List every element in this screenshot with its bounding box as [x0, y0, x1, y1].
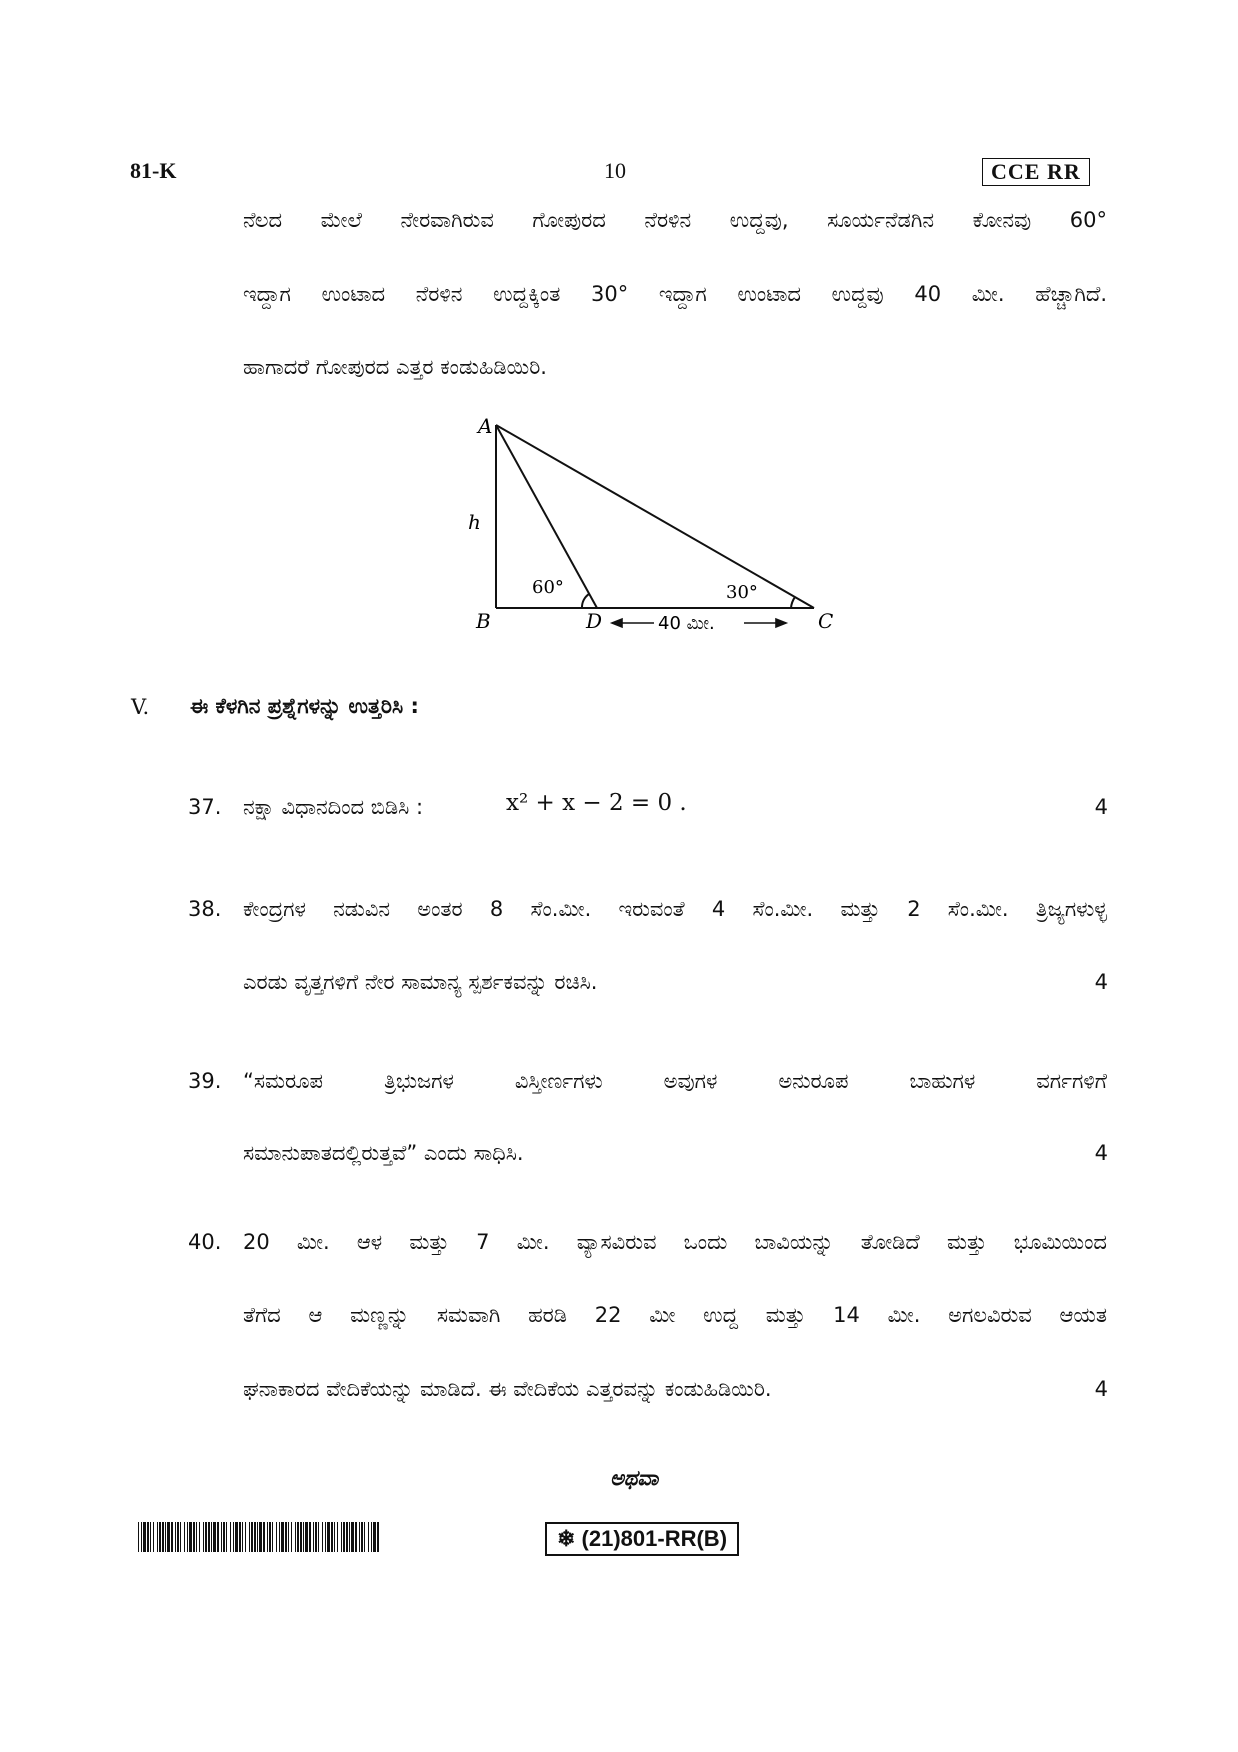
question-number-39: 39.: [188, 1069, 222, 1093]
question-text-line-2: ಇದ್ದಾಗ ಉಂಟಾದ ನೆರಳಿನ ಉದ್ದಕ್ಕಿಂತ 30° ಇದ್ದಾಗ ಉಂಟಾದ ಉದ್ದವು 40 ಮೀ. ಹೆಚ್ಚಾಗಿದೆ.: [243, 282, 1107, 306]
height-label-h: h: [468, 510, 481, 534]
vertex-label-B: B: [476, 609, 491, 633]
question-37-equation: x² + x − 2 = 0 .: [506, 790, 687, 816]
section-number: V.: [131, 695, 150, 719]
paper-code: 81-K: [130, 158, 177, 183]
question-37-marks: 4: [1094, 795, 1108, 819]
question-38-line-2: ಎರಡು ವೃತ್ತಗಳಿಗೆ ನೇರ ಸಾಮಾನ್ಯ ಸ್ಪರ್ಶಕವನ್ನು ರಚಿಸಿ.: [243, 970, 598, 994]
question-paper-code: ❄ (21)801-RR(B): [545, 1522, 739, 1556]
angle-label-30: 30°: [726, 582, 758, 603]
question-39-line-1: “ಸಮರೂಪ ತ್ರಿಭುಜಗಳ ವಿಸ್ತೀರ್ಣಗಳು ಅವುಗಳ ಅನುರೂಪ ಬಾಹುಗಳ ವರ್ಗಗಳಿಗೆ: [243, 1069, 1107, 1093]
or-separator: ಅಥವಾ: [610, 1466, 659, 1490]
question-38-marks: 4: [1094, 970, 1108, 994]
tower-shadow-figure: [440, 405, 840, 645]
question-40-line-2: ತೆಗೆದ ಆ ಮಣ್ಣನ್ನು ಸಮವಾಗಿ ಹರಡಿ 22 ಮೀ ಉದ್ದ ಮತ್ತು 14 ಮೀ. ಅಗಲವಿರುವ ಆಯತ: [243, 1303, 1107, 1327]
page-number: 10: [604, 158, 626, 183]
question-40-line-1: 20 ಮೀ. ಆಳ ಮತ್ತು 7 ಮೀ. ವ್ಯಾಸವಿರುವ ಒಂದು ಬಾವಿಯನ್ನು ತೋಡಿದೆ ಮತ್ತು ಭೂಮಿಯಿಂದ: [243, 1230, 1107, 1254]
question-number-38: 38.: [188, 897, 222, 921]
question-37-text: ನಕ್ಷಾ ವಿಧಾನದಿಂದ ಬಿಡಿಸಿ :: [243, 795, 424, 819]
vertex-label-D: D: [586, 609, 603, 633]
distance-label-40: 40 ಮೀ.: [658, 613, 715, 634]
question-number-40: 40.: [188, 1230, 222, 1254]
question-40-line-3: ಘನಾಕಾರದ ವೇದಿಕೆಯನ್ನು ಮಾಡಿದೆ. ಈ ವೇದಿಕೆಯ ಎತ್ತರವನ್ನು ಕಂಡುಹಿಡಿಯಿರಿ.: [243, 1377, 772, 1401]
barcode: [138, 1522, 382, 1552]
paper-type-box: CCE RR: [982, 158, 1090, 186]
question-38-line-1: ಕೇಂದ್ರಗಳ ನಡುವಿನ ಅಂತರ 8 ಸೆಂ.ಮೀ. ಇರುವಂತೆ 4 ಸೆಂ.ಮೀ. ಮತ್ತು 2 ಸೆಂ.ಮೀ. ತ್ರಿಜ್ಯಗಳುಳ್ಳ: [243, 897, 1107, 921]
angle-arc-D: [582, 594, 589, 608]
vertex-label-C: C: [818, 609, 834, 633]
angle-arc-C: [791, 597, 795, 608]
question-40-marks: 4: [1094, 1377, 1108, 1401]
angle-label-60: 60°: [532, 577, 564, 598]
question-number-37: 37.: [188, 795, 222, 819]
question-text-line-3: ಹಾಗಾದರೆ ಗೋಪುರದ ಎತ್ತರ ಕಂಡುಹಿಡಿಯಿರಿ.: [243, 355, 547, 379]
question-text-line-1: ನೆಲದ ಮೇಲೆ ನೇರವಾಗಿರುವ ಗೋಪುರದ ನೆರಳಿನ ಉದ್ದವು, ಸೂರ್ಯನೆಡಗಿನ ಕೋನವು 60°: [243, 208, 1107, 232]
section-title: ಈ ಕೆಳಗಿನ ಪ್ರಶ್ನೆಗಳನ್ನು ಉತ್ತರಿಸಿ :: [190, 694, 419, 718]
vertex-label-A: A: [478, 414, 493, 438]
question-39-line-2: ಸಮಾನುಪಾತದಲ್ಲಿರುತ್ತವೆ” ಎಂದು ಸಾಧಿಸಿ.: [243, 1141, 524, 1165]
question-39-marks: 4: [1094, 1141, 1108, 1165]
